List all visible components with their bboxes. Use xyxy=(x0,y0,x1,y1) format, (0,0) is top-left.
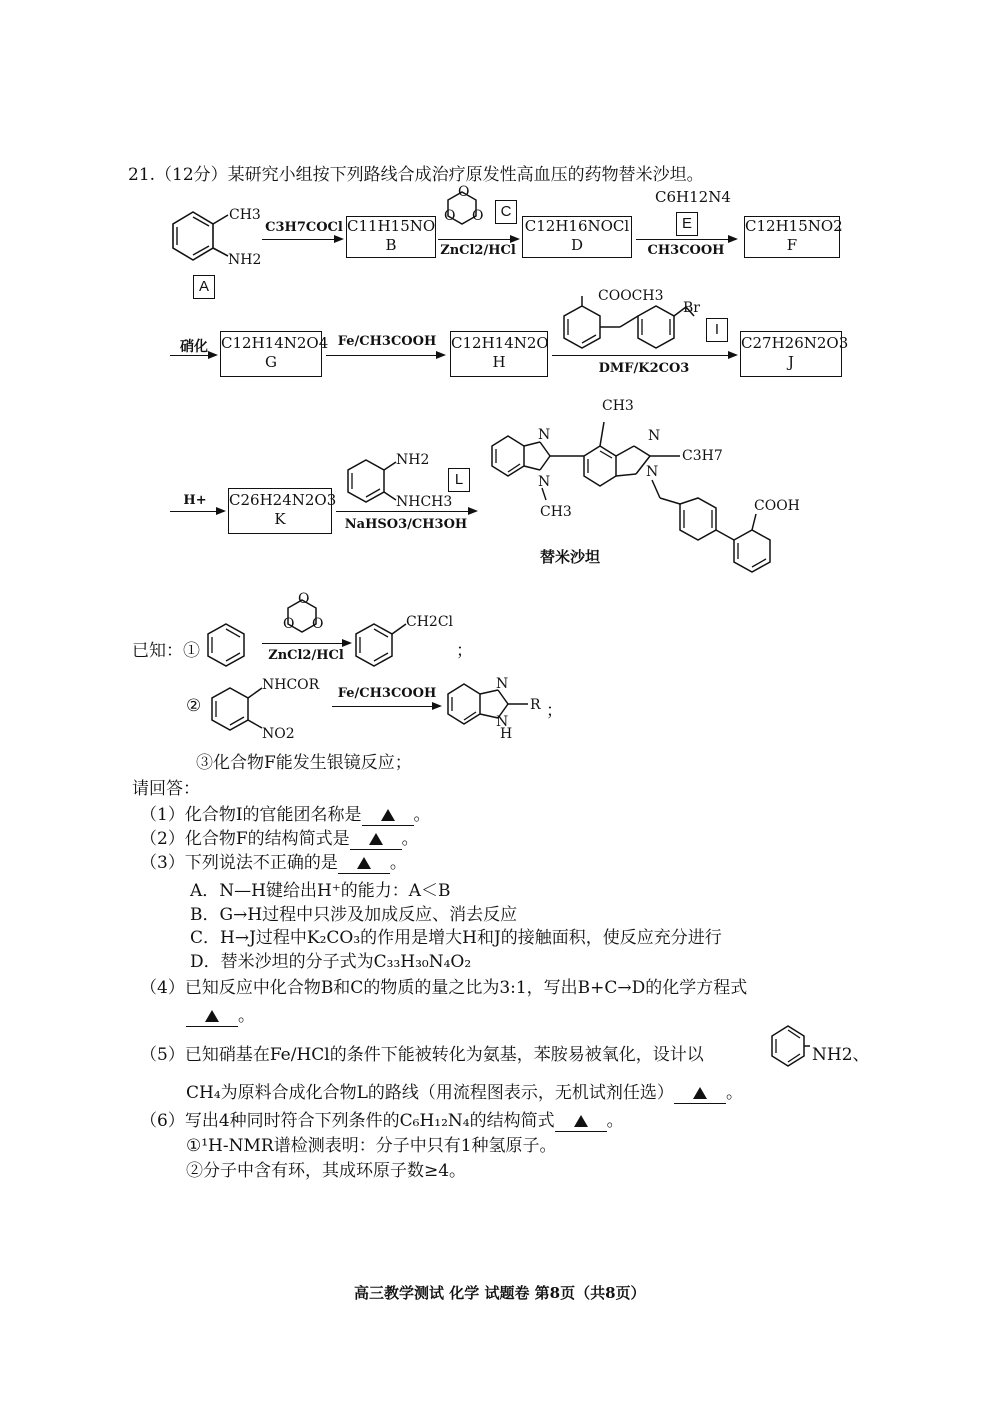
r6-condition: DMF/K2CO3 xyxy=(598,361,690,376)
known2-nh-text: H xyxy=(500,726,513,742)
r2-condition: ZnCl2/HCl xyxy=(440,243,516,258)
q3-option-b: B．G→H过程中只涉及加成反应、消去反应 xyxy=(190,905,518,925)
q6-condition-1: ①¹H-NMR谱检测表明：分子中只有1种氢原子。 xyxy=(186,1136,557,1156)
question-intro: 21.（12分）某研究小组按下列路线合成治疗原发性高血压的药物替米沙坦。 xyxy=(128,165,704,185)
svg-text:O: O xyxy=(458,184,470,200)
l-nhch3-text: NHCH3 xyxy=(396,494,453,510)
q2-answer-blank[interactable] xyxy=(350,829,402,850)
triangle-icon xyxy=(574,1115,588,1127)
compound-d-box xyxy=(522,216,632,258)
q4-answer-blank[interactable] xyxy=(186,1006,238,1027)
a-nh2-text: NH2 xyxy=(228,252,262,268)
product-ch3-bottom: CH3 xyxy=(540,504,572,520)
known1-benzene xyxy=(206,620,252,670)
r4-arrow xyxy=(170,355,216,356)
r7-condition: H+ xyxy=(183,493,207,508)
triangle-icon xyxy=(357,857,371,869)
q3-answer-blank[interactable] xyxy=(338,853,390,874)
product-n-text: N xyxy=(648,428,661,444)
compound-k-box xyxy=(228,488,337,534)
known1-trioxane xyxy=(282,591,332,640)
r3-arrow xyxy=(636,239,736,240)
q3-option-a: A．N—H键给出H⁺的能力：A＜B xyxy=(190,881,451,901)
known2-reactant xyxy=(210,672,330,742)
svg-text:N: N xyxy=(496,714,509,730)
r4-condition: 硝化 xyxy=(180,339,208,355)
a-ch3-text: CH3 xyxy=(229,207,261,223)
q5-aniline-structure xyxy=(770,1022,810,1072)
q5-line2: CH₄为原料合成化合物L的路线（用流程图表示，无机试剂任选） 。 xyxy=(186,1083,743,1103)
svg-text:N: N xyxy=(538,427,551,443)
j-formula: C27H26N2O3 xyxy=(741,334,849,352)
b-formula: C11H15NO xyxy=(347,217,436,235)
svg-text:O: O xyxy=(312,616,324,632)
known2-num: ② xyxy=(186,696,202,716)
k-formula: C26H24N2O3 xyxy=(229,491,337,509)
svg-text:O: O xyxy=(283,616,295,632)
r2-arrow xyxy=(438,239,518,240)
answers-heading: 请回答： xyxy=(132,779,200,799)
h-formula: C12H14N2O xyxy=(451,334,549,352)
i-cooch3-text: COOCH3 xyxy=(598,288,664,304)
r3-condition: CH3COOH xyxy=(647,243,725,258)
q5-answer-blank[interactable] xyxy=(674,1083,726,1104)
svg-text:N: N xyxy=(496,676,509,692)
q5-sub: NH2、 xyxy=(812,1045,870,1065)
f-formula: C12H15NO2 xyxy=(745,217,843,235)
q2-text: （2）化合物F的结构简式是 xyxy=(140,829,350,849)
q3-option-c: C．H→J过程中K₂CO₃的作用是增大H和J的接触面积，使反应充分进行 xyxy=(190,928,722,948)
r1-condition: C3H7COCl xyxy=(265,220,343,235)
r6-arrow xyxy=(552,355,736,356)
r5-arrow xyxy=(326,355,444,356)
q3-text: （3）下列说法不正确的是 xyxy=(140,853,338,873)
r5-condition: Fe/CH3COOH xyxy=(337,334,437,349)
r7-arrow xyxy=(170,511,224,512)
page-footer: 高三教学测试 化学 试题卷 第8页（共8页） xyxy=(354,1284,646,1302)
g-formula: C12H14N2O4 xyxy=(221,334,329,352)
known2-condition: Fe/CH3COOH xyxy=(337,686,437,701)
q1: （1）化合物I的官能团名称是 。 xyxy=(140,805,431,825)
b-label: B xyxy=(385,236,397,254)
f-label: F xyxy=(786,236,798,254)
compound-g-box xyxy=(220,331,329,377)
svg-text:N: N xyxy=(538,474,551,490)
product-c3h7: C3H7 xyxy=(682,448,723,464)
label-l: L xyxy=(448,468,470,492)
triangle-icon xyxy=(205,1010,219,1022)
known1-end: ； xyxy=(456,641,473,661)
i-br-text: Br xyxy=(683,300,700,316)
q6-condition-2: ②分子中含有环，其成环原子数≥4。 xyxy=(186,1161,467,1181)
d-label: D xyxy=(570,236,584,254)
compound-b-box xyxy=(346,216,436,258)
known2-arrow xyxy=(332,706,440,707)
compound-f-box xyxy=(744,216,843,258)
r1-arrow xyxy=(262,239,342,240)
known2-nhcor: NHCOR xyxy=(262,677,320,693)
r3-reagent: C6H12N4 xyxy=(655,188,731,206)
q6: （6）写出4种同时符合下列条件的C₆H₁₂N₄的结构简式 。 xyxy=(140,1111,624,1131)
compound-l-structure xyxy=(346,446,456,514)
j-label: J xyxy=(787,353,794,371)
svg-text:O: O xyxy=(444,208,456,224)
known1-product-sub: CH2Cl xyxy=(406,614,454,630)
known1-condition: ZnCl2/HCl xyxy=(268,648,344,663)
k-label: K xyxy=(274,510,286,528)
h-label: H xyxy=(492,353,506,371)
l-nh2-text: NH2 xyxy=(396,452,430,468)
compound-j-box xyxy=(740,331,849,377)
known3: ③化合物F能发生银镜反应； xyxy=(196,753,412,773)
product-ch3-top: CH3 xyxy=(602,398,634,414)
telmisartan-structure xyxy=(484,392,824,582)
q4-answer-line: 。 xyxy=(186,1001,255,1027)
d-formula: C12H16NOCl xyxy=(524,217,630,235)
known1-product xyxy=(354,606,464,670)
compound-c-trioxane xyxy=(444,186,494,236)
compound-a-structure xyxy=(168,200,268,270)
label-c: C xyxy=(495,200,517,224)
known1-arrow xyxy=(262,643,350,644)
svg-text:O: O xyxy=(298,591,310,607)
q1-answer-blank[interactable] xyxy=(362,805,414,826)
svg-text:O: O xyxy=(472,208,484,224)
triangle-icon xyxy=(381,809,395,821)
known-heading: 已知：① xyxy=(132,641,200,661)
g-label: G xyxy=(265,353,277,371)
triangle-icon xyxy=(369,833,383,845)
q5-line1: （5）已知硝基在Fe/HCl的条件下能被转化为氨基，苯胺易被氧化，设计以 xyxy=(140,1045,704,1065)
label-a: A xyxy=(193,275,215,299)
label-i: I xyxy=(706,318,728,342)
label-e: E xyxy=(676,212,698,236)
svg-text:N: N xyxy=(646,464,659,480)
q4: （4）已知反应中化合物B和C的物质的量之比为3:1，写出B+C→D的化学方程式 xyxy=(140,978,748,998)
r8-condition: NaHSO3/CH3OH xyxy=(344,517,468,532)
r8-arrow xyxy=(336,511,476,512)
q3-option-d: D．替米沙坦的分子式为C₃₃H₃₀N₄O₂ xyxy=(190,952,472,972)
product-cooh: COOH xyxy=(754,498,800,514)
known2-end: ； xyxy=(546,701,563,721)
triangle-icon xyxy=(693,1087,707,1099)
q1-text: （1）化合物I的官能团名称是 xyxy=(140,805,362,825)
compound-i-structure xyxy=(560,282,730,352)
known2-r-text: R xyxy=(530,697,541,713)
q3: （3）下列说法不正确的是 。 xyxy=(140,853,407,873)
product-name: 替米沙坦 xyxy=(540,548,601,566)
compound-h-box xyxy=(450,331,548,377)
q2: （2）化合物F的结构简式是 。 xyxy=(140,829,419,849)
q6-text: （6）写出4种同时符合下列条件的C₆H₁₂N₄的结构简式 xyxy=(140,1111,555,1131)
known2-no2: NO2 xyxy=(262,726,295,742)
q6-answer-blank[interactable] xyxy=(555,1111,607,1132)
